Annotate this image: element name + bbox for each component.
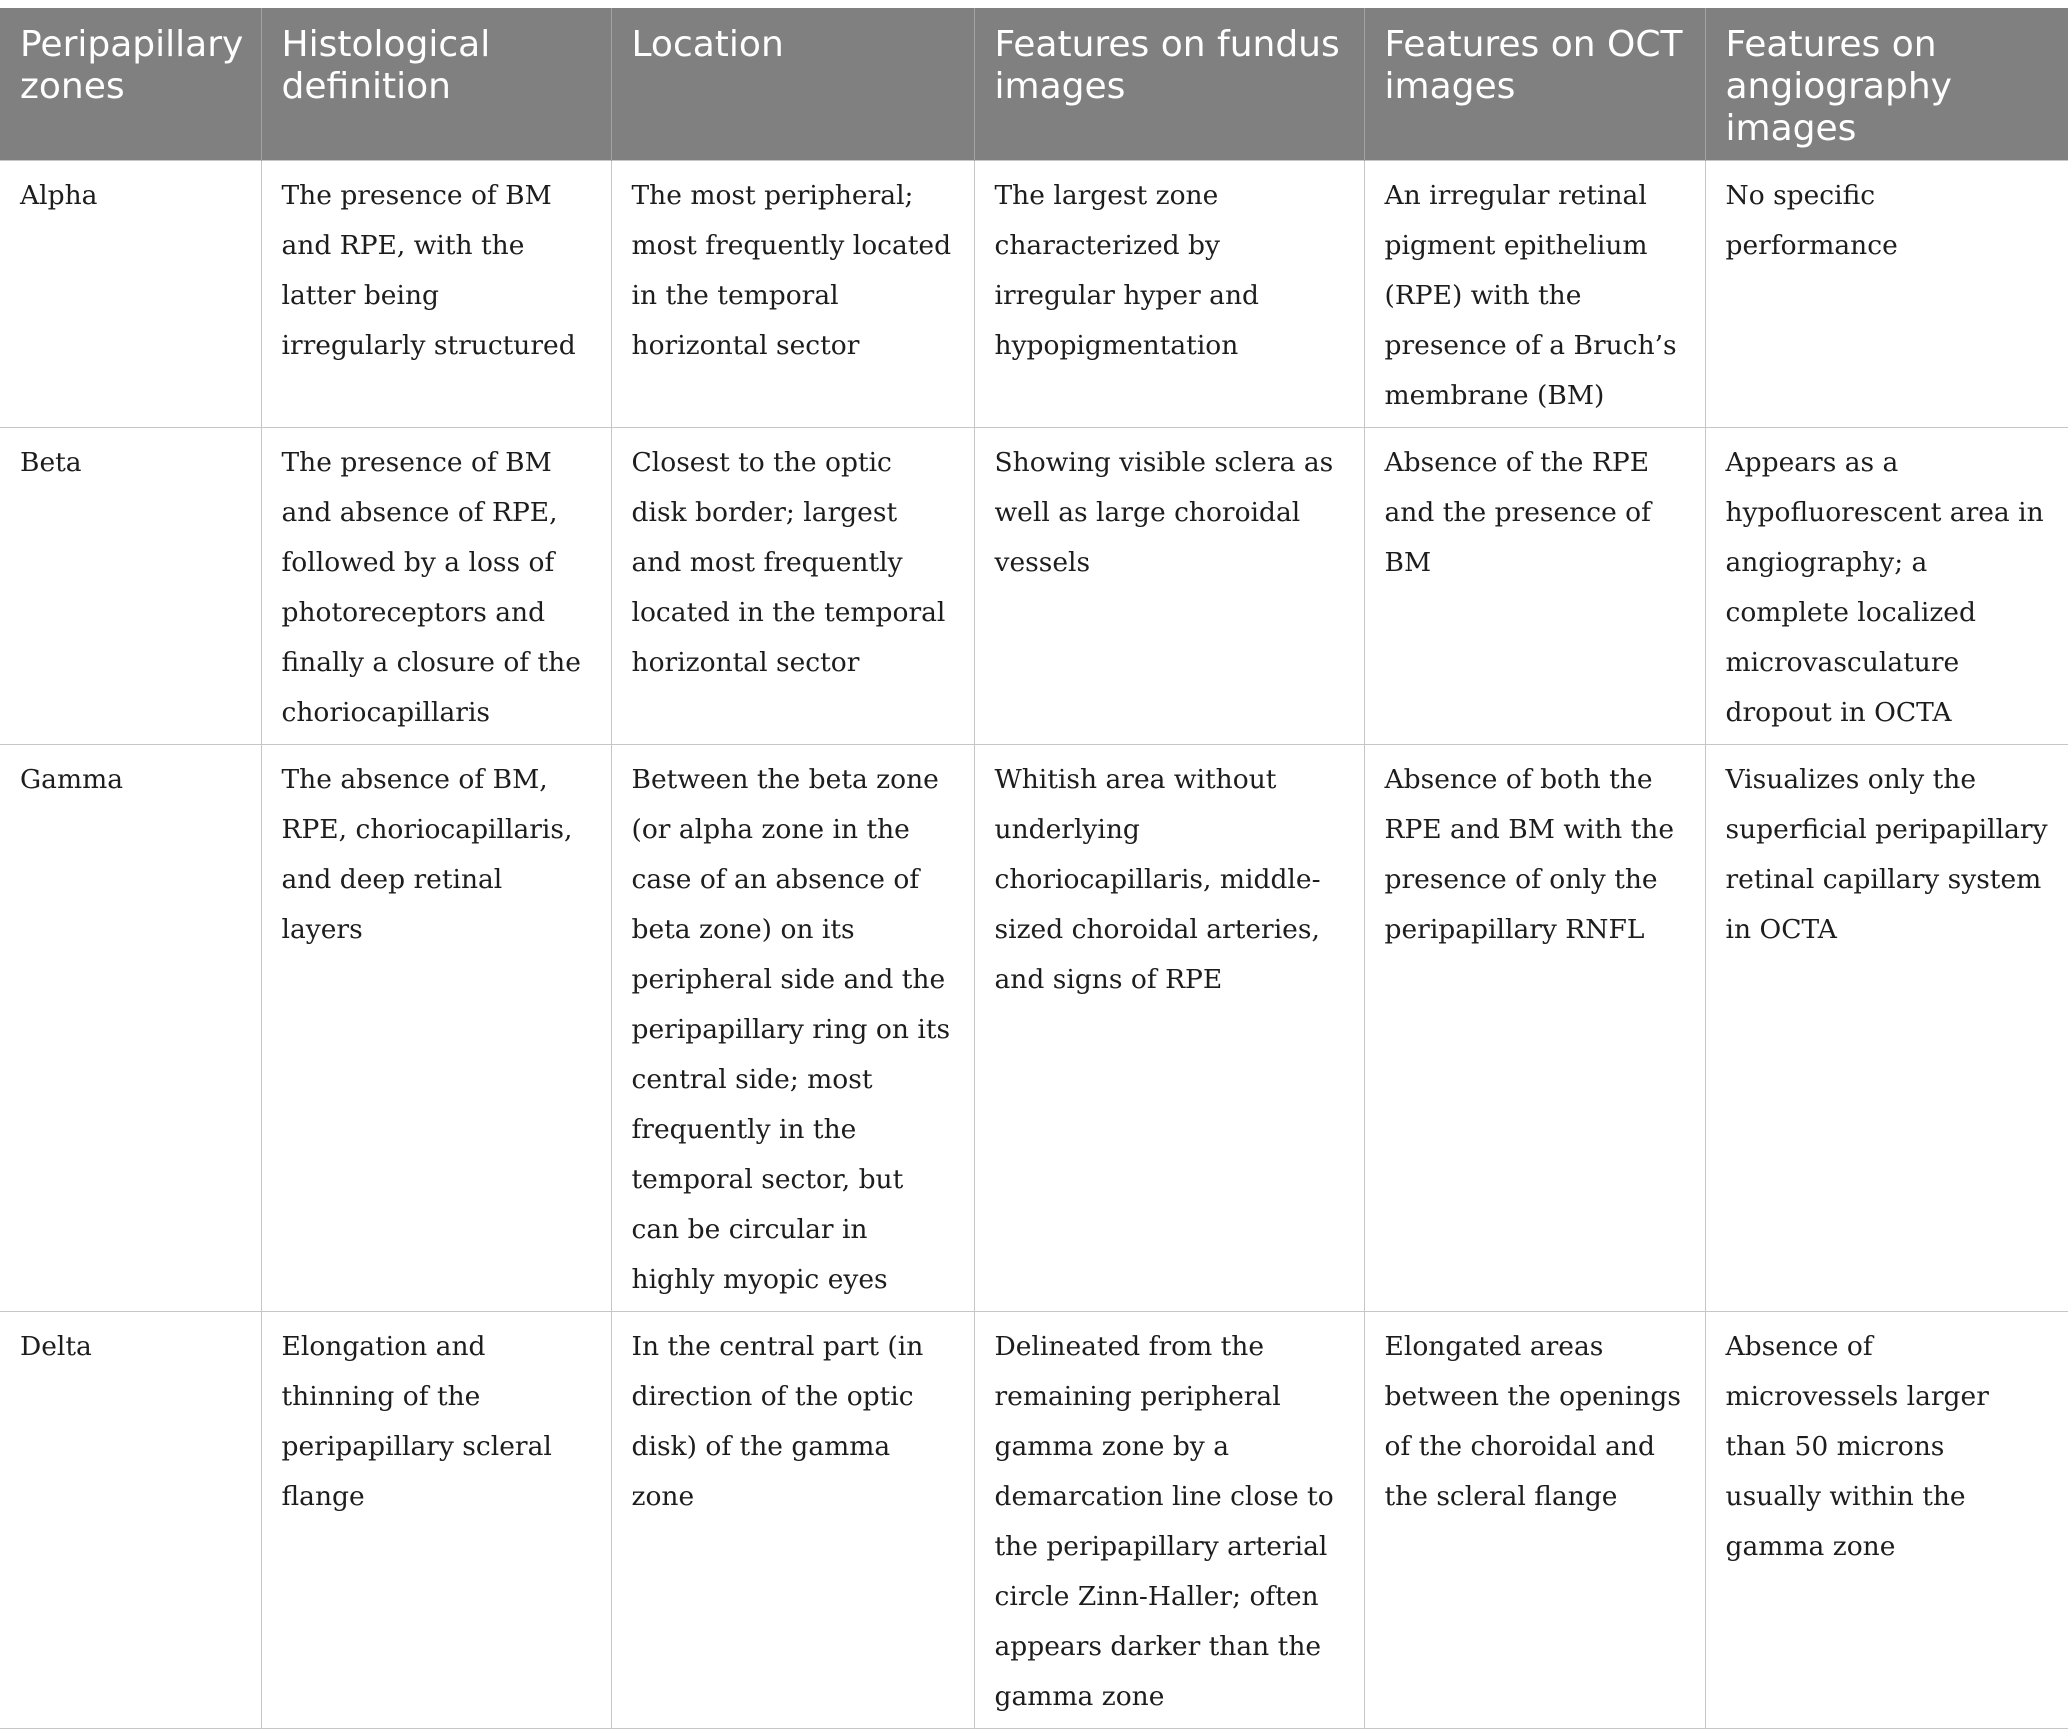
cell-fundus-features: Delineated from the remaining peripheral gamma zone by a demarcation line close to the peripapillary arterial circle Zinn-Haller; often appears darker than the gamma zone	[974, 1312, 1364, 1729]
table-row-gamma	[0, 745, 2068, 1312]
cell-location: The most peripheral; most frequently located in the temporal horizontal sector	[611, 161, 974, 428]
cell-fundus-features: Showing visible sclera as well as large choroidal vessels	[974, 428, 1364, 745]
cell-oct-features: Elongated areas between the openings of the choroidal and the scleral flange	[1364, 1312, 1705, 1729]
header-row	[0, 8, 2068, 161]
table-row-delta	[0, 1312, 2068, 1729]
cell-zone: Delta	[0, 1312, 261, 1729]
cell-fundus-features: The largest zone characterized by irregular hyper and hypopigmentation	[974, 161, 1364, 428]
cell-histological-definition: Elongation and thinning of the peripapillary scleral flange	[261, 1312, 611, 1729]
cell-location: In the central part (in direction of the optic disk) of the gamma zone	[611, 1312, 974, 1729]
cell-zone: Beta	[0, 428, 261, 745]
table-row-alpha	[0, 161, 2068, 428]
header-location: Location	[611, 8, 974, 161]
cell-angiography-features: No specific performance	[1705, 161, 2068, 428]
header-angiography-features: Features on angiography images	[1705, 8, 2068, 161]
cell-oct-features: Absence of both the RPE and BM with the presence of only the peripapillary RNFL	[1364, 745, 1705, 1312]
table-row-beta	[0, 428, 2068, 745]
cell-oct-features: An irregular retinal pigment epithelium (RPE) with the presence of a Bruch’s membrane (BM)	[1364, 161, 1705, 428]
cell-zone: Gamma	[0, 745, 261, 1312]
cell-histological-definition: The presence of BM and RPE, with the latter being irregularly structured	[261, 161, 611, 428]
header-zones: Peripapillary zones	[0, 8, 261, 161]
header-fundus-features: Features on fundus images	[974, 8, 1364, 161]
peripapillary-zones-table	[0, 8, 2068, 1729]
cell-histological-definition: The presence of BM and absence of RPE, followed by a loss of photoreceptors and finally a closure of the choriocapillaris	[261, 428, 611, 745]
cell-oct-features: Absence of the RPE and the presence of BM	[1364, 428, 1705, 745]
cell-angiography-features: Absence of microvessels larger than 50 microns usually within the gamma zone	[1705, 1312, 2068, 1729]
cell-zone: Alpha	[0, 161, 261, 428]
cell-angiography-features: Appears as a hypofluorescent area in angiography; a complete localized microvasculature dropout in OCTA	[1705, 428, 2068, 745]
cell-histological-definition: The absence of BM, RPE, choriocapillaris, and deep retinal layers	[261, 745, 611, 1312]
cell-angiography-features: Visualizes only the superficial peripapillary retinal capillary system in OCTA	[1705, 745, 2068, 1312]
cell-location: Closest to the optic disk border; largest and most frequently located in the temporal horizontal sector	[611, 428, 974, 745]
cell-location: Between the beta zone (or alpha zone in the case of an absence of beta zone) on its peripheral side and the peripapillary ring on its central side; most frequently in the temporal sector, but can be circular in highly myopic eyes	[611, 745, 974, 1312]
cell-fundus-features: Whitish area without underlying choriocapillaris, middle-sized choroidal arteries, and signs of RPE	[974, 745, 1364, 1312]
header-histological-definition: Histological definition	[261, 8, 611, 161]
header-oct-features: Features on OCT images	[1364, 8, 1705, 161]
